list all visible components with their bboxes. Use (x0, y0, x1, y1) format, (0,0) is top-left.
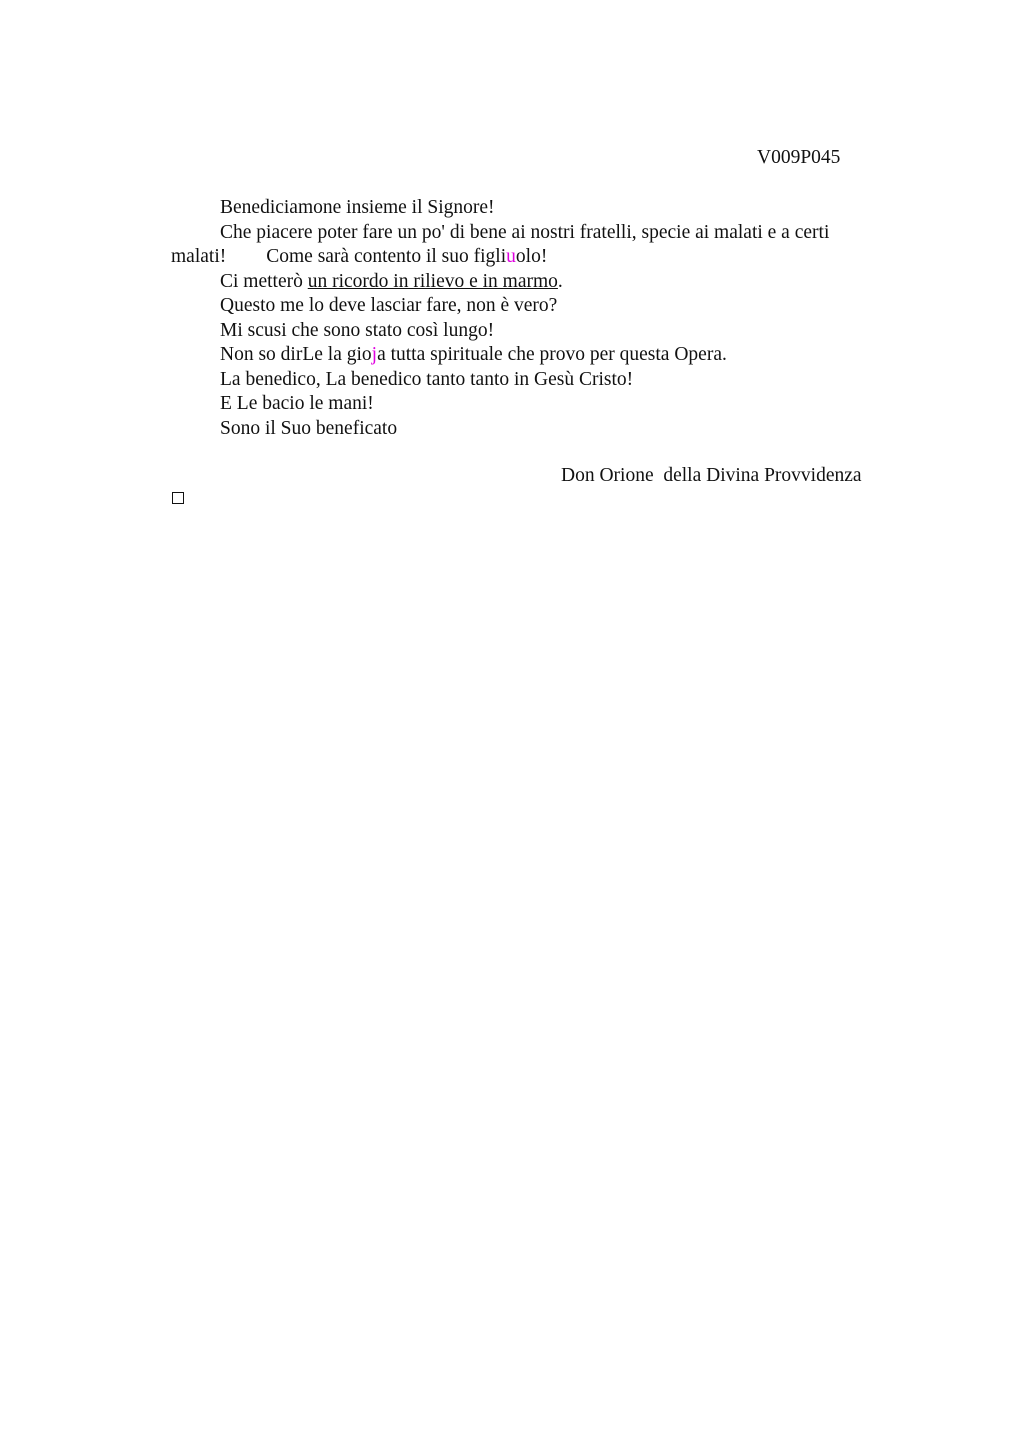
underlined-text: un ricordo in rilievo e in marmo (307, 270, 558, 292)
paragraph-line (171, 319, 891, 344)
signature: Don Orione della Divina Provvidenza (561, 465, 862, 486)
line-text: a tutta spirituale che provo per questa Opera. (377, 344, 727, 365)
paragraph-line (171, 392, 891, 417)
line-text: Questo me lo deve lasciar fare, non è vero? (220, 295, 558, 316)
line-text: La benedico, La benedico tanto tanto in Gesù Cristo! (220, 368, 634, 390)
paragraph-line (171, 196, 891, 221)
paragraph-line (171, 417, 891, 442)
line-text: Benediciamone insieme il Signore! (220, 197, 495, 218)
page-code: V009P045 (757, 147, 841, 168)
line-text: malati! (171, 246, 227, 267)
paragraph-line (171, 221, 891, 246)
highlighted-letter: u (506, 246, 516, 267)
line-text: olo! (515, 246, 548, 267)
end-marker-box-icon (172, 492, 184, 504)
line-text: Non so dirLe la gio (220, 344, 372, 365)
line-text: Ci metterò (220, 270, 308, 292)
line-text: . (557, 270, 563, 292)
paragraph-line (171, 343, 891, 368)
paragraph-line (171, 294, 891, 319)
line-text: Che piacere poter fare un po' di bene ai nostri fratelli, specie ai malati e a certi (220, 221, 830, 243)
line-text: Sono il Suo beneficato (220, 417, 398, 439)
letter-body (171, 196, 891, 441)
paragraph-line (171, 368, 891, 393)
highlighted-letter: j (371, 344, 378, 365)
paragraph-line (171, 270, 891, 295)
line-text: E Le bacio le mani! (220, 393, 374, 414)
line-text: Come sarà contento il suo figli (266, 246, 507, 267)
line-text: Mi scusi che sono stato così lungo! (220, 319, 495, 341)
paragraph-line (171, 245, 891, 270)
